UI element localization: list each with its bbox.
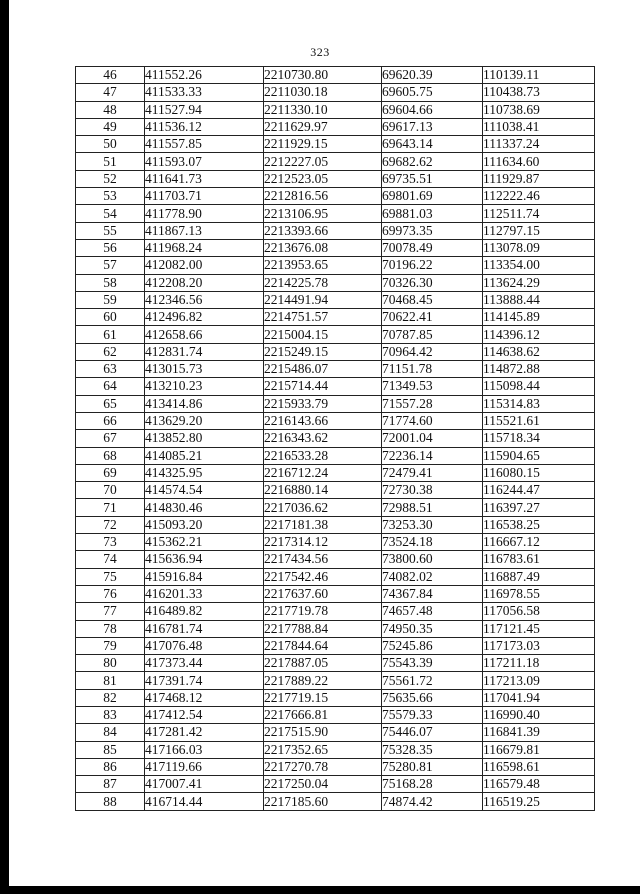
table-row — [76, 205, 595, 222]
value-cell-4: 115904.65 — [483, 447, 595, 464]
value-cell-1: 411536.12 — [145, 118, 264, 135]
value-cell-3: 69735.51 — [382, 170, 483, 187]
scan-border-bottom — [0, 886, 640, 894]
value-cell-2: 2217185.60 — [264, 793, 382, 810]
value-cell-4: 116978.55 — [483, 585, 595, 602]
table-row — [76, 101, 595, 118]
value-cell-1: 411557.85 — [145, 136, 264, 153]
value-cell-3: 70787.85 — [382, 326, 483, 343]
table-row — [76, 603, 595, 620]
table-row — [76, 343, 595, 360]
point-number-cell: 70 — [76, 482, 145, 499]
value-cell-2: 2213953.65 — [264, 257, 382, 274]
value-cell-2: 2212523.05 — [264, 170, 382, 187]
value-cell-2: 2217515.90 — [264, 724, 382, 741]
value-cell-1: 414574.54 — [145, 482, 264, 499]
value-cell-1: 416489.82 — [145, 603, 264, 620]
value-cell-4: 113078.09 — [483, 239, 595, 256]
point-number-cell: 69 — [76, 464, 145, 481]
value-cell-1: 411968.24 — [145, 239, 264, 256]
table-row — [76, 776, 595, 793]
table-row — [76, 188, 595, 205]
value-cell-3: 70964.42 — [382, 343, 483, 360]
value-cell-3: 75446.07 — [382, 724, 483, 741]
table-row — [76, 361, 595, 378]
point-number-cell: 74 — [76, 551, 145, 568]
point-number-cell: 62 — [76, 343, 145, 360]
table-row — [76, 706, 595, 723]
value-cell-1: 411527.94 — [145, 101, 264, 118]
value-cell-2: 2217181.38 — [264, 516, 382, 533]
value-cell-1: 413210.23 — [145, 378, 264, 395]
value-cell-4: 117211.18 — [483, 655, 595, 672]
value-cell-2: 2217352.65 — [264, 741, 382, 758]
value-cell-4: 117041.94 — [483, 689, 595, 706]
point-number-cell: 87 — [76, 776, 145, 793]
table-row — [76, 534, 595, 551]
value-cell-1: 411778.90 — [145, 205, 264, 222]
value-cell-3: 75543.39 — [382, 655, 483, 672]
value-cell-3: 69643.14 — [382, 136, 483, 153]
point-number-cell: 77 — [76, 603, 145, 620]
value-cell-3: 69605.75 — [382, 84, 483, 101]
value-cell-4: 116397.27 — [483, 499, 595, 516]
point-number-cell: 49 — [76, 118, 145, 135]
value-cell-2: 2217719.78 — [264, 603, 382, 620]
value-cell-2: 2217250.04 — [264, 776, 382, 793]
value-cell-4: 116080.15 — [483, 464, 595, 481]
value-cell-3: 75579.33 — [382, 706, 483, 723]
value-cell-2: 2215004.15 — [264, 326, 382, 343]
point-number-cell: 79 — [76, 637, 145, 654]
value-cell-1: 412658.66 — [145, 326, 264, 343]
value-cell-1: 413015.73 — [145, 361, 264, 378]
point-number-cell: 65 — [76, 395, 145, 412]
value-cell-3: 70468.45 — [382, 291, 483, 308]
value-cell-1: 411867.13 — [145, 222, 264, 239]
value-cell-2: 2217270.78 — [264, 758, 382, 775]
value-cell-3: 70326.30 — [382, 274, 483, 291]
value-cell-1: 415362.21 — [145, 534, 264, 551]
value-cell-4: 116244.47 — [483, 482, 595, 499]
value-cell-1: 414830.46 — [145, 499, 264, 516]
value-cell-2: 2213106.95 — [264, 205, 382, 222]
point-number-cell: 51 — [76, 153, 145, 170]
page-number: 323 — [310, 45, 330, 59]
value-cell-4: 111929.87 — [483, 170, 595, 187]
value-cell-1: 417373.44 — [145, 655, 264, 672]
value-cell-3: 75280.81 — [382, 758, 483, 775]
value-cell-4: 111337.24 — [483, 136, 595, 153]
value-cell-4: 110139.11 — [483, 67, 595, 84]
value-cell-4: 110438.73 — [483, 84, 595, 101]
point-number-cell: 63 — [76, 361, 145, 378]
value-cell-2: 2214225.78 — [264, 274, 382, 291]
table-row — [76, 274, 595, 291]
value-cell-3: 75168.28 — [382, 776, 483, 793]
value-cell-4: 112222.46 — [483, 188, 595, 205]
value-cell-2: 2211030.18 — [264, 84, 382, 101]
value-cell-4: 117121.45 — [483, 620, 595, 637]
value-cell-1: 411593.07 — [145, 153, 264, 170]
value-cell-3: 75245.86 — [382, 637, 483, 654]
table-row — [76, 291, 595, 308]
value-cell-2: 2212227.05 — [264, 153, 382, 170]
value-cell-2: 2216143.66 — [264, 412, 382, 429]
table-row — [76, 378, 595, 395]
table-row — [76, 412, 595, 429]
point-number-cell: 67 — [76, 430, 145, 447]
point-number-cell: 59 — [76, 291, 145, 308]
value-cell-1: 411552.26 — [145, 67, 264, 84]
table-row — [76, 672, 595, 689]
table-row — [76, 326, 595, 343]
value-cell-3: 74082.02 — [382, 568, 483, 585]
value-cell-3: 69617.13 — [382, 118, 483, 135]
value-cell-4: 114145.89 — [483, 309, 595, 326]
value-cell-1: 412208.20 — [145, 274, 264, 291]
value-cell-2: 2215249.15 — [264, 343, 382, 360]
value-cell-4: 116579.48 — [483, 776, 595, 793]
table-row — [76, 620, 595, 637]
scan-border-left — [0, 0, 9, 894]
value-cell-4: 116519.25 — [483, 793, 595, 810]
value-cell-2: 2214491.94 — [264, 291, 382, 308]
value-cell-3: 74367.84 — [382, 585, 483, 602]
value-cell-2: 2217542.46 — [264, 568, 382, 585]
table-row — [76, 309, 595, 326]
table-row — [76, 758, 595, 775]
value-cell-1: 412831.74 — [145, 343, 264, 360]
value-cell-3: 70078.49 — [382, 239, 483, 256]
table-row — [76, 118, 595, 135]
value-cell-3: 69604.66 — [382, 101, 483, 118]
point-number-cell: 54 — [76, 205, 145, 222]
value-cell-3: 73524.18 — [382, 534, 483, 551]
value-cell-1: 413852.80 — [145, 430, 264, 447]
table-row — [76, 153, 595, 170]
value-cell-2: 2217637.60 — [264, 585, 382, 602]
point-number-cell: 88 — [76, 793, 145, 810]
point-number-cell: 58 — [76, 274, 145, 291]
value-cell-2: 2216343.62 — [264, 430, 382, 447]
value-cell-2: 2217434.56 — [264, 551, 382, 568]
value-cell-1: 417166.03 — [145, 741, 264, 758]
point-number-cell: 73 — [76, 534, 145, 551]
value-cell-3: 71349.53 — [382, 378, 483, 395]
value-cell-2: 2214751.57 — [264, 309, 382, 326]
value-cell-3: 70196.22 — [382, 257, 483, 274]
value-cell-4: 115098.44 — [483, 378, 595, 395]
coordinate-table — [75, 66, 595, 811]
value-cell-3: 71151.78 — [382, 361, 483, 378]
point-number-cell: 86 — [76, 758, 145, 775]
table-row — [76, 499, 595, 516]
point-number-cell: 80 — [76, 655, 145, 672]
table-row — [76, 447, 595, 464]
point-number-cell: 56 — [76, 239, 145, 256]
table-row — [76, 568, 595, 585]
value-cell-2: 2211629.97 — [264, 118, 382, 135]
value-cell-3: 72988.51 — [382, 499, 483, 516]
value-cell-3: 74874.42 — [382, 793, 483, 810]
value-cell-4: 113888.44 — [483, 291, 595, 308]
value-cell-2: 2215486.07 — [264, 361, 382, 378]
point-number-cell: 71 — [76, 499, 145, 516]
value-cell-3: 74950.35 — [382, 620, 483, 637]
value-cell-4: 113624.29 — [483, 274, 595, 291]
table-row — [76, 464, 595, 481]
value-cell-4: 116887.49 — [483, 568, 595, 585]
table-row — [76, 793, 595, 810]
value-cell-3: 69973.35 — [382, 222, 483, 239]
table-row — [76, 585, 595, 602]
value-cell-2: 2211330.10 — [264, 101, 382, 118]
table-row — [76, 689, 595, 706]
value-cell-1: 413629.20 — [145, 412, 264, 429]
value-cell-3: 69682.62 — [382, 153, 483, 170]
value-cell-2: 2217887.05 — [264, 655, 382, 672]
point-number-cell: 76 — [76, 585, 145, 602]
value-cell-3: 69620.39 — [382, 67, 483, 84]
point-number-cell: 55 — [76, 222, 145, 239]
table-row — [76, 482, 595, 499]
value-cell-2: 2213393.66 — [264, 222, 382, 239]
value-cell-1: 417119.66 — [145, 758, 264, 775]
value-cell-4: 117056.58 — [483, 603, 595, 620]
table-row — [76, 516, 595, 533]
value-cell-1: 415636.94 — [145, 551, 264, 568]
value-cell-4: 115314.83 — [483, 395, 595, 412]
value-cell-3: 71774.60 — [382, 412, 483, 429]
value-cell-3: 72730.38 — [382, 482, 483, 499]
point-number-cell: 46 — [76, 67, 145, 84]
value-cell-2: 2212816.56 — [264, 188, 382, 205]
value-cell-1: 415093.20 — [145, 516, 264, 533]
point-number-cell: 78 — [76, 620, 145, 637]
table-row — [76, 222, 595, 239]
table-row — [76, 741, 595, 758]
value-cell-1: 416714.44 — [145, 793, 264, 810]
table-row — [76, 551, 595, 568]
table-row — [76, 136, 595, 153]
value-cell-1: 411533.33 — [145, 84, 264, 101]
value-cell-2: 2217788.84 — [264, 620, 382, 637]
point-number-cell: 72 — [76, 516, 145, 533]
value-cell-1: 415916.84 — [145, 568, 264, 585]
value-cell-4: 116679.81 — [483, 741, 595, 758]
value-cell-1: 412082.00 — [145, 257, 264, 274]
table-row — [76, 84, 595, 101]
point-number-cell: 82 — [76, 689, 145, 706]
value-cell-3: 75328.35 — [382, 741, 483, 758]
value-cell-4: 114638.62 — [483, 343, 595, 360]
value-cell-2: 2215714.44 — [264, 378, 382, 395]
point-number-cell: 48 — [76, 101, 145, 118]
value-cell-4: 113354.00 — [483, 257, 595, 274]
table-row — [76, 170, 595, 187]
value-cell-2: 2210730.80 — [264, 67, 382, 84]
value-cell-3: 69801.69 — [382, 188, 483, 205]
point-number-cell: 53 — [76, 188, 145, 205]
point-number-cell: 50 — [76, 136, 145, 153]
value-cell-4: 117173.03 — [483, 637, 595, 654]
value-cell-3: 71557.28 — [382, 395, 483, 412]
value-cell-3: 73253.30 — [382, 516, 483, 533]
value-cell-2: 2216880.14 — [264, 482, 382, 499]
value-cell-2: 2211929.15 — [264, 136, 382, 153]
value-cell-1: 412346.56 — [145, 291, 264, 308]
value-cell-2: 2216712.24 — [264, 464, 382, 481]
value-cell-3: 72479.41 — [382, 464, 483, 481]
value-cell-1: 417468.12 — [145, 689, 264, 706]
value-cell-1: 416201.33 — [145, 585, 264, 602]
value-cell-4: 116538.25 — [483, 516, 595, 533]
point-number-cell: 52 — [76, 170, 145, 187]
value-cell-4: 116783.61 — [483, 551, 595, 568]
point-number-cell: 57 — [76, 257, 145, 274]
value-cell-2: 2217719.15 — [264, 689, 382, 706]
value-cell-3: 69881.03 — [382, 205, 483, 222]
value-cell-3: 75561.72 — [382, 672, 483, 689]
table-row — [76, 637, 595, 654]
value-cell-4: 117213.09 — [483, 672, 595, 689]
value-cell-4: 115521.61 — [483, 412, 595, 429]
table-row — [76, 239, 595, 256]
value-cell-4: 112797.15 — [483, 222, 595, 239]
point-number-cell: 84 — [76, 724, 145, 741]
value-cell-4: 112511.74 — [483, 205, 595, 222]
value-cell-4: 116841.39 — [483, 724, 595, 741]
value-cell-1: 413414.86 — [145, 395, 264, 412]
value-cell-4: 114872.88 — [483, 361, 595, 378]
value-cell-1: 417076.48 — [145, 637, 264, 654]
point-number-cell: 64 — [76, 378, 145, 395]
value-cell-2: 2216533.28 — [264, 447, 382, 464]
value-cell-4: 110738.69 — [483, 101, 595, 118]
value-cell-3: 74657.48 — [382, 603, 483, 620]
table-row — [76, 257, 595, 274]
point-number-cell: 68 — [76, 447, 145, 464]
value-cell-1: 417007.41 — [145, 776, 264, 793]
table-row — [76, 395, 595, 412]
value-cell-4: 116667.12 — [483, 534, 595, 551]
point-number-cell: 75 — [76, 568, 145, 585]
value-cell-1: 417281.42 — [145, 724, 264, 741]
value-cell-3: 73800.60 — [382, 551, 483, 568]
value-cell-4: 111038.41 — [483, 118, 595, 135]
coordinate-table-body — [76, 67, 595, 811]
point-number-cell: 66 — [76, 412, 145, 429]
point-number-cell: 81 — [76, 672, 145, 689]
value-cell-3: 70622.41 — [382, 309, 483, 326]
value-cell-2: 2217844.64 — [264, 637, 382, 654]
point-number-cell: 61 — [76, 326, 145, 343]
value-cell-4: 116990.40 — [483, 706, 595, 723]
value-cell-1: 417412.54 — [145, 706, 264, 723]
point-number-cell: 85 — [76, 741, 145, 758]
value-cell-4: 111634.60 — [483, 153, 595, 170]
value-cell-4: 114396.12 — [483, 326, 595, 343]
value-cell-1: 411703.71 — [145, 188, 264, 205]
value-cell-2: 2215933.79 — [264, 395, 382, 412]
table-row — [76, 655, 595, 672]
value-cell-4: 116598.61 — [483, 758, 595, 775]
point-number-cell: 83 — [76, 706, 145, 723]
point-number-cell: 60 — [76, 309, 145, 326]
value-cell-3: 72236.14 — [382, 447, 483, 464]
value-cell-3: 75635.66 — [382, 689, 483, 706]
value-cell-1: 416781.74 — [145, 620, 264, 637]
value-cell-3: 72001.04 — [382, 430, 483, 447]
value-cell-1: 417391.74 — [145, 672, 264, 689]
table-row — [76, 430, 595, 447]
table-row — [76, 67, 595, 84]
value-cell-1: 412496.82 — [145, 309, 264, 326]
value-cell-2: 2217314.12 — [264, 534, 382, 551]
value-cell-4: 115718.34 — [483, 430, 595, 447]
point-number-cell: 47 — [76, 84, 145, 101]
value-cell-2: 2217889.22 — [264, 672, 382, 689]
value-cell-1: 411641.73 — [145, 170, 264, 187]
value-cell-2: 2217666.81 — [264, 706, 382, 723]
table-row — [76, 724, 595, 741]
value-cell-1: 414085.21 — [145, 447, 264, 464]
value-cell-1: 414325.95 — [145, 464, 264, 481]
value-cell-2: 2217036.62 — [264, 499, 382, 516]
value-cell-2: 2213676.08 — [264, 239, 382, 256]
